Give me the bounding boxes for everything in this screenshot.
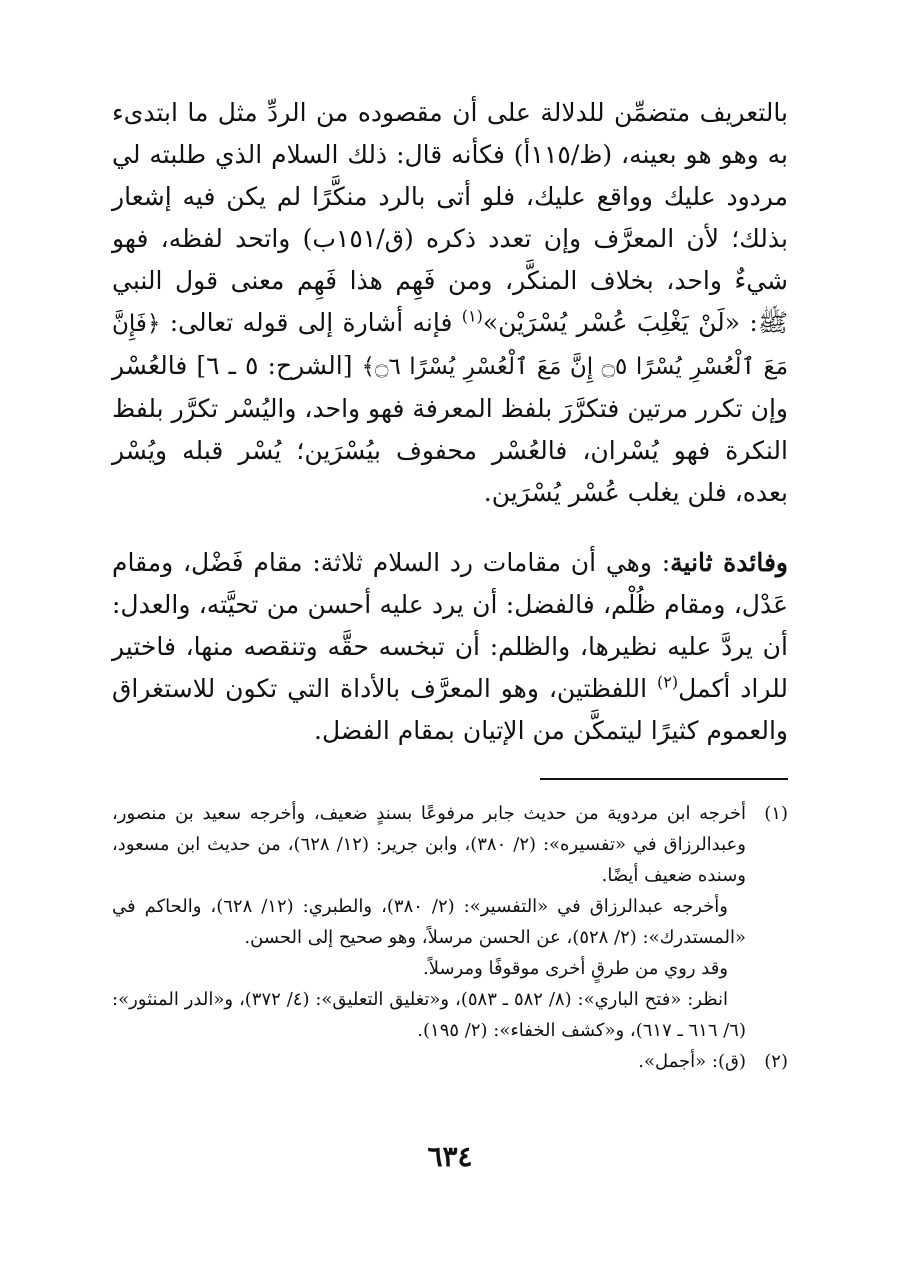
paragraph-1-text-c: [الشرح: ٥ ـ ٦] فالعُسْر وإن تكرر مرتين فتكرَّرَ بلفظ المعرفة فهو واحد، واليُسْر تكرَّر بلفظ النكرة فهو يُسْران، فالعُسْر محفوف بيُسْرَين؛ يُسْر قبله ويُسْر بعده، فلن يغلب عُسْر يُسْرَين.	[112, 351, 788, 507]
footnote-1-body	[112, 798, 746, 1046]
footnote-marker-2[interactable]: (٢)	[656, 672, 679, 692]
footnote-2-body	[112, 1046, 746, 1077]
footnote-1-line-4: انظر: «فتح الباري»: (٨/ ٥٨٢ ـ ٥٨٣)، و«تغليق التعليق»: (٤/ ٣٧٢)، و«الدر المنثور»: (٦/ ٦١٦ ـ ٦١٧)، و«كشف الخفاء»: (٢/ ١٩٥).	[112, 989, 746, 1041]
footnote-2	[112, 1046, 788, 1077]
footnote-1-line-1: أخرجه ابن مردوية من حديث جابر مرفوعًا بسندٍ ضعيف، وأخرجه سعيد بن منصور، وعبدالرزاق في «تفسيره»: (٢/ ٣٨٠)، وابن جرير: (١٢/ ٦٢٨)، من حديث ابن مسعود، وسنده ضعيف أيضًا.	[112, 803, 746, 886]
footnotes-section	[112, 798, 788, 1077]
paragraph-2-lead: وفائدة ثانية	[670, 548, 788, 577]
footnote-marker-1[interactable]: (١)	[461, 306, 483, 326]
paragraph-1-text-a: بالتعريف متضمِّن للدلالة على أن مقصوده من الردِّ مثل ما ابتدىء به وهو هو بعينه، (ظ/١١٥أ) فكأنه قال: ذلك السلام الذي طلبته لي مردود عليك وواقع عليك، فلو أتى بالرد منكَّرًا لم يكن فيه إشعار بذلك؛ لأن المعرَّف وإن تعدد ذكره (ق/١٥١ب) واتحد لفظه، فهو شيءٌ واحد، بخلاف المنكَّر، ومن فَهِم هذا فَهِم معنى قول النبي ﷺ:	[112, 98, 789, 337]
footnote-1-line-3: وقد روي من طرقٍ أخرى موقوفًا ومرسلاً.	[422, 958, 728, 979]
paragraph-1-text-b: فإنه أشارة إلى قوله تعالى:	[160, 308, 462, 337]
footnote-2-number: (٢)	[764, 1051, 788, 1072]
footnote-divider	[540, 778, 788, 780]
paragraph-2-text-b: اللفظتين، وهو المعرَّف بالأداة التي تكون للاستغراق والعموم كثيرًا ليتمكَّن من الإتيان بمقام الفضل.	[112, 674, 788, 745]
quran-verse: ﴿فَإِنَّ مَعَ ٱلْعُسْرِ يُسْرًا ۝٥ إِنَّ مَعَ ٱلْعُسْرِ يُسْرًا ۝٦﴾	[112, 311, 789, 380]
footnote-1	[112, 798, 788, 1046]
footnote-1-line-2: وأخرجه عبدالرزاق في «التفسير»: (٢/ ٣٨٠)، والطبري: (١٢/ ٦٢٨)، والحاكم في «المستدرك»: (٢/ ٥٢٨)، عن الحسن مرسلاً، وهو صحيح إلى الحسن.	[112, 896, 746, 948]
hadith-quote: «لَنْ يَغْلِبَ عُسْر يُسْرَيْن»	[482, 308, 741, 337]
paragraph-2-text-a: : وهي أن مقامات رد السلام ثلاثة: مقام فَضْل، ومقام عَدْل، ومقام ظُلْم، فالفضل: أن يرد عليه أحسن من تحيَّته، والعدل: أن يردَّ عليه نظيرها، والظلم: أن تبخسه حقَّه وتنقصه منها، فاختير للراد أكمل	[112, 548, 789, 703]
footnote-1-number: (١)	[764, 803, 788, 824]
footnote-2-line-1: (ق): «أجمل».	[638, 1051, 746, 1072]
body-paragraph-1	[112, 92, 788, 514]
book-page	[112, 92, 788, 1202]
page-number: ٦٣٤	[427, 1140, 473, 1173]
body-paragraph-2	[112, 542, 788, 752]
